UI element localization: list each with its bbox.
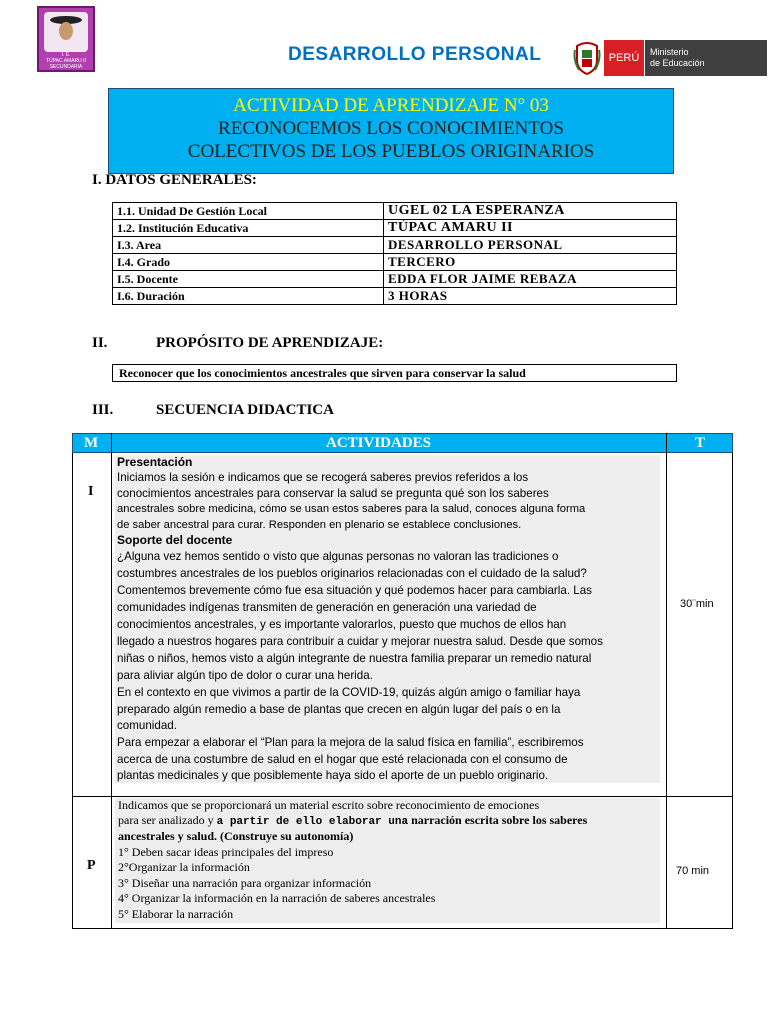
soporte-line: niñas o niños, hemos visto a algún integrante de nuestra familia preparar un remedio natural bbox=[117, 652, 592, 665]
table-border-right bbox=[732, 453, 733, 929]
proceso-step: 1° Deben sacar ideas principales del impreso bbox=[118, 845, 334, 859]
presentacion-line: Iniciamos la sesión e indicamos que se recogerá saberes previos referidos a los bbox=[117, 471, 529, 484]
activity-content-inicio bbox=[115, 455, 660, 783]
row-value: TERCERO bbox=[384, 254, 677, 271]
proceso-intro-line: Indicamos que se proporcionará un material escrito sobre reconocimiento de emociones bbox=[118, 798, 540, 812]
general-data-table bbox=[112, 202, 677, 305]
peru-brand: PERÚ bbox=[604, 40, 644, 76]
table-row bbox=[113, 254, 677, 271]
table-row bbox=[113, 203, 677, 220]
section-3-number: III. bbox=[92, 402, 114, 418]
proceso-intro-text: para ser analizado y bbox=[118, 813, 217, 827]
proceso-intro-line bbox=[118, 813, 587, 831]
soporte-line: En el contexto en que vivimos a partir de la COVID-19, quizás algún amigo o familiar haya bbox=[117, 686, 581, 699]
presentacion-line: ancestrales sobre medicina, cómo se usan estos saberes para la salud, conoces alguna forma bbox=[117, 503, 586, 515]
logo-text-1: I. E. bbox=[61, 52, 71, 58]
proceso-intro-line: ancestrales y salud. (Construye su autonomía) bbox=[118, 829, 354, 843]
activity-title-line-1: RECONOCEMOS LOS CONOCIMIENTOS bbox=[218, 118, 564, 139]
row-label: I.3. Area bbox=[113, 237, 384, 254]
table-row bbox=[113, 288, 677, 305]
ministry-line-1: Ministerio bbox=[650, 47, 689, 57]
presentacion-line: de saber ancestral para curar. Responden en plenario se establece conclusiones. bbox=[117, 519, 522, 531]
row-value: DESARROLLO PERSONAL bbox=[384, 237, 677, 254]
soporte-line: conocimientos ancestrales, y es importante valorarlos, puesto que muchos de ellos han bbox=[117, 618, 567, 631]
activity-number: ACTIVIDAD DE APRENDIZAJE N° 03 bbox=[233, 95, 549, 116]
table-row bbox=[113, 271, 677, 288]
row-label: I.6. Duración bbox=[113, 288, 384, 305]
logo-text-3: SECUNDARIA bbox=[49, 64, 83, 70]
soporte-title: Soporte del docente bbox=[117, 533, 233, 547]
presentacion-title: Presentación bbox=[117, 455, 193, 469]
row-label: 1.1. Unidad De Gestión Local bbox=[113, 203, 384, 220]
moment-inicio: I bbox=[88, 484, 94, 499]
soporte-line: comunidades indígenas transmiten de generación en generación una variedad de bbox=[117, 601, 537, 614]
peru-shield-icon bbox=[573, 40, 601, 76]
time-inicio: 30¨min bbox=[680, 598, 714, 610]
table-divider-m bbox=[111, 433, 112, 929]
row-value: UGEL 02 LA ESPERANZA bbox=[384, 203, 677, 220]
header-activities: ACTIVIDADES bbox=[326, 435, 432, 451]
ministry-brand bbox=[645, 40, 767, 76]
section-1-title: I. DATOS GENERALES: bbox=[92, 172, 257, 188]
soporte-line: ¿Alguna vez hemos sentido o visto que algunas personas no valoran las tradiciones o bbox=[117, 550, 559, 563]
soporte-line: preparado algún remedio a base de plantas que crecen en algún lugar del país o en la bbox=[117, 703, 561, 716]
row-value: TÚPAC AMARU II bbox=[384, 220, 677, 237]
soporte-line: costumbres ancestrales de los pueblos originarios relacionadas con el cuidado de la salud? bbox=[117, 567, 587, 580]
soporte-line: llegado a nuestros hogares para contribuir a cuidar y mejorar nuestra salud. Desde que somos bbox=[117, 635, 603, 648]
proceso-step: 2°Organizar la información bbox=[118, 860, 250, 874]
moment-proceso: P bbox=[87, 858, 96, 873]
table-border-left bbox=[72, 453, 73, 929]
soporte-line: comunidad. bbox=[117, 719, 177, 732]
activity-banner bbox=[108, 88, 674, 174]
proceso-emphasis: a partir de ello elaborar una bbox=[216, 816, 409, 828]
purpose-box: Reconocer que los conocimientos ancestrales que sirven para conservar la salud bbox=[112, 364, 677, 382]
soporte-line: Para empezar a elaborar el “Plan para la mejora de la salud física en familia”, escribiremos bbox=[117, 736, 584, 749]
ministry-line-2: de Educación bbox=[650, 58, 705, 68]
logo-text-2: TÚPAC AMARU II bbox=[46, 58, 86, 64]
row-label: I.4. Grado bbox=[113, 254, 384, 271]
proceso-intro-text: narración escrita sobre los saberes bbox=[408, 813, 588, 827]
row-value: 3 HORAS bbox=[384, 288, 677, 305]
header-moment: M bbox=[84, 435, 99, 451]
school-logo bbox=[37, 6, 95, 72]
proceso-step: 4° Organizar la información en la narración de saberes ancestrales bbox=[118, 891, 436, 905]
table-border-bottom bbox=[72, 928, 733, 929]
activity-title-line-2: COLECTIVOS DE LOS PUEBLOS ORIGINARIOS bbox=[187, 141, 595, 162]
table-row bbox=[113, 220, 677, 237]
proceso-step: 5° Elaborar la narración bbox=[118, 907, 234, 921]
section-2-number: II. bbox=[92, 335, 108, 351]
row-label: I.5. Docente bbox=[113, 271, 384, 288]
presentacion-line: conocimientos ancestrales para conservar la salud se pregunta qué son los saberes bbox=[117, 487, 549, 500]
activity-content-proceso bbox=[115, 798, 660, 923]
soporte-line: Comentemos brevemente cómo fue esa situación y qué podemos hacer para cambiarla. Las bbox=[117, 584, 592, 597]
row-value: EDDA FLOR JAIME REBAZA bbox=[384, 271, 677, 288]
document-title: DESARROLLO PERSONAL bbox=[288, 44, 542, 65]
section-2-title: PROPÓSITO DE APRENDIZAJE: bbox=[156, 335, 384, 351]
section-3-title: SECUENCIA DIDACTICA bbox=[156, 402, 334, 418]
proceso-step: 3° Diseñar una narración para organizar información bbox=[118, 876, 372, 890]
soporte-line: acerca de una costumbre de salud en el hogar que esté relacionada con el consumo de bbox=[117, 753, 568, 766]
table-divider-t bbox=[666, 433, 667, 929]
logo-portrait bbox=[44, 12, 88, 52]
soporte-line: plantas medicinales y que posiblemente haya sido el aporte de un pueblo originario. bbox=[117, 769, 549, 782]
soporte-line: para aliviar algún tipo de dolor o curar una herida. bbox=[117, 669, 373, 682]
row-label: 1.2. Institución Educativa bbox=[113, 220, 384, 237]
face-icon bbox=[59, 22, 73, 40]
header-time: T bbox=[695, 435, 706, 451]
table-row bbox=[113, 237, 677, 254]
time-proceso: 70 min bbox=[676, 865, 710, 877]
table-row-divider bbox=[72, 796, 733, 797]
sequence-table-header bbox=[72, 433, 733, 453]
